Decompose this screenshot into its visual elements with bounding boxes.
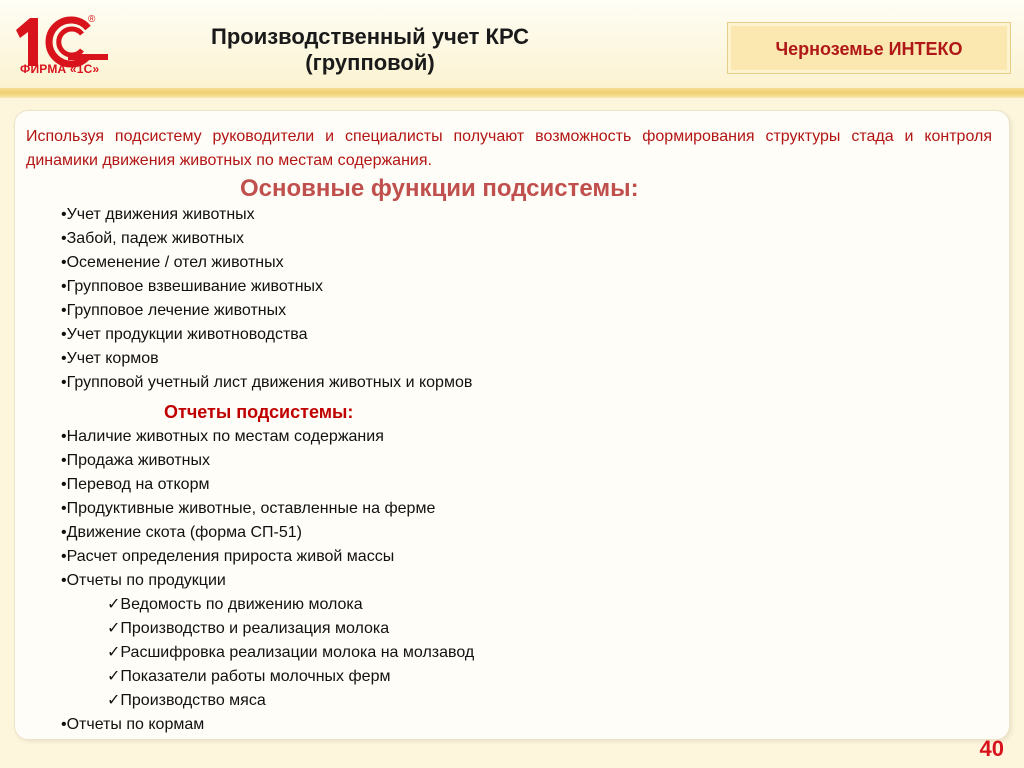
header-band bbox=[0, 88, 1024, 98]
logo-caption: ФИРМА «1С» bbox=[20, 62, 100, 76]
sub-list-item: ✓Расшифровка реализации молока на молзавод bbox=[107, 644, 475, 661]
region-label: Черноземье ИНТЕКО bbox=[775, 39, 963, 59]
sub-list-item: ✓Ведомость по движению молока bbox=[107, 596, 363, 613]
list-item: •Перевод на откорм bbox=[61, 476, 210, 493]
page-number: 40 bbox=[979, 736, 1004, 761]
list-item: •Групповое лечение животных bbox=[61, 302, 287, 319]
sub-list-item: ✓Производство мяса bbox=[107, 692, 266, 709]
slide-title bbox=[160, 24, 580, 76]
list-item: •Учет кормов bbox=[61, 350, 159, 367]
list-item: •Учет продукции животноводства bbox=[61, 326, 308, 343]
list-item: •Групповой учетный лист движения животных и кормов bbox=[61, 374, 473, 391]
list-item: •Групповое взвешивание животных bbox=[61, 278, 324, 295]
functions-title: Основные функции подсистемы: bbox=[240, 175, 639, 202]
list-item: •Движение скота (форма СП-51) bbox=[61, 524, 302, 541]
reports-title: Отчеты подсистемы: bbox=[164, 402, 354, 422]
list-item: •Наличие животных по местам содержания bbox=[61, 428, 384, 445]
reports-list bbox=[61, 425, 474, 737]
title-line-1: Производственный учет КРС bbox=[211, 24, 529, 49]
list-item: •Осеменение / отел животных bbox=[61, 254, 284, 271]
list-item: •Отчеты по продукции bbox=[61, 572, 226, 589]
list-item: •Учет движения животных bbox=[61, 206, 255, 223]
intro-text: Используя подсистему руководители и специалисты получают возможность формирования структуры стада и контроля динамики движения животных по местам содержания. bbox=[26, 128, 992, 169]
sub-list-item: ✓Показатели работы молочных ферм bbox=[107, 668, 391, 685]
list-item: •Продажа животных bbox=[61, 452, 210, 469]
registered-mark-icon: ® bbox=[88, 14, 96, 25]
sub-list-item: ✓Производство и реализация молока bbox=[107, 620, 390, 637]
list-item: •Отчеты по кормам bbox=[61, 716, 205, 733]
functions-list bbox=[61, 203, 472, 395]
list-item: •Расчет определения прироста живой массы bbox=[61, 548, 395, 565]
list-item: •Продуктивные животные, оставленные на ферме bbox=[61, 500, 436, 517]
list-item: •Забой, падеж животных bbox=[61, 230, 244, 247]
title-line-2: (групповой) bbox=[305, 50, 435, 75]
region-box bbox=[727, 22, 1011, 74]
